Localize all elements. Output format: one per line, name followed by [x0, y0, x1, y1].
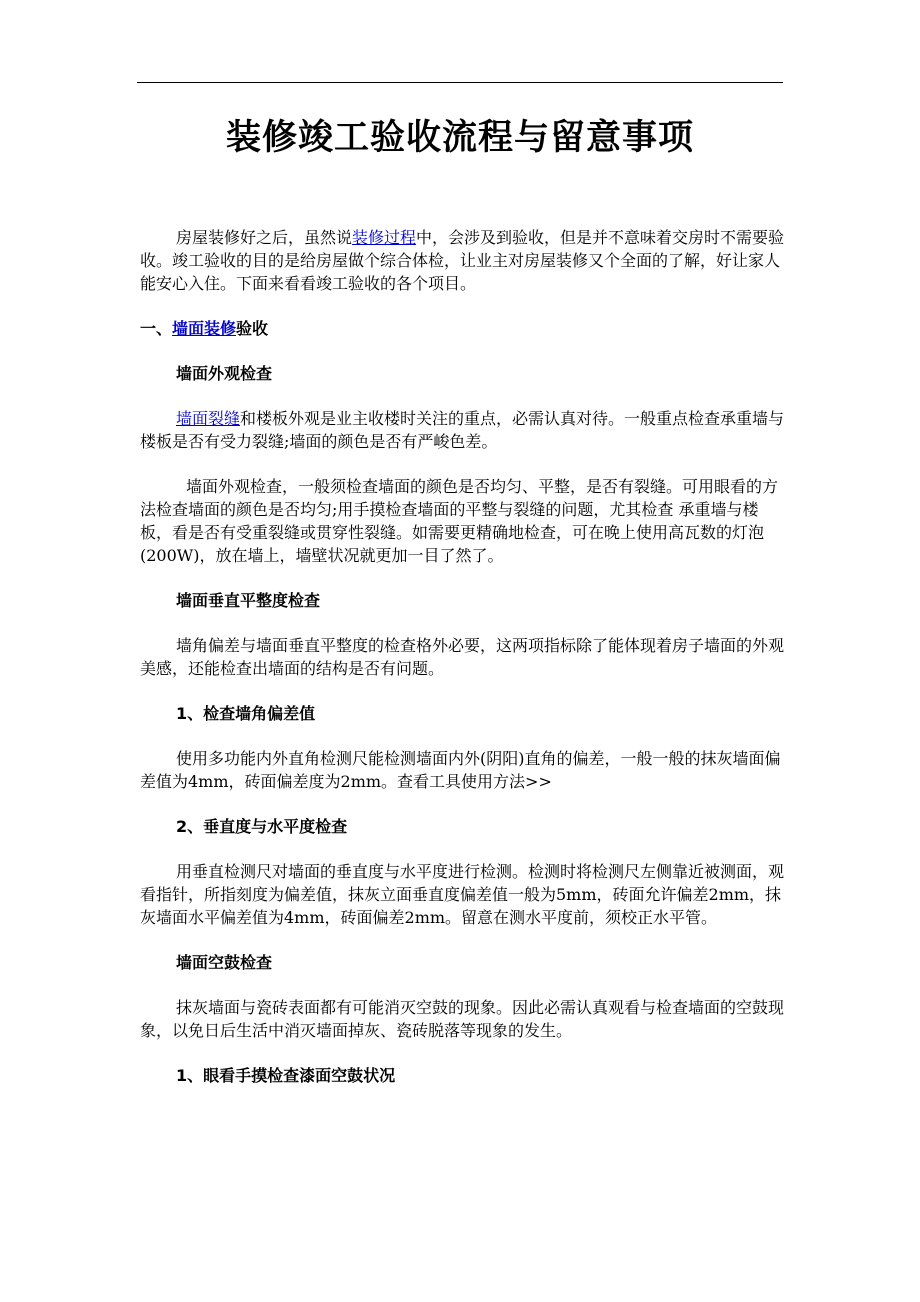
- page-title: 装修竣工验收流程与留意事项: [225, 117, 694, 158]
- appearance-paragraph-2: 墙面外观检查，一般须检查墙面的颜色是否均匀、平整，是否有裂缝。可用眼看的方法检查墙面的颜色是否均匀;用手摸检查墙面的平整与裂缝的问题，尤其检查 承重墙与楼板，看是否有受重裂缝或贯穿性裂缝。如需要更精确地检查，可在晚上使用高瓦数的灯泡(200W)，放在墙上，墙壁状况就更加一目了然了。: [140, 477, 779, 565]
- hollow-intro: 抹灰墙面与瓷砖表面都有可能消灭空鼓的现象。因此必需认真观看与检查墙面的空鼓现象，以免日后生活中消灭墙面掉灰、瓷砖脱落等现象的发生。: [140, 998, 785, 1040]
- subheading-verticality-check: 墙面垂直平整度检查: [176, 591, 321, 610]
- appearance-paragraph-1: 墙面裂缝和楼板外观是业主收楼时关注的重点，必需认真对待。一般重点检查承重墙与楼板是否有受力裂缝;墙面的颜色是否有严峻色差。: [140, 409, 785, 451]
- subheading-hollow-check: 墙面空鼓检查: [176, 953, 273, 972]
- wall-decoration-link[interactable]: 墙面装修: [172, 319, 237, 338]
- header-rule: [137, 82, 783, 83]
- section-heading-wall-decoration: 一、墙面装修验收: [140, 319, 269, 338]
- corner-deviation-paragraph: 使用多功能内外直角检测尺能检测墙面内外(阴阳)直角的偏差，一般一般的抹灰墙面偏差值为4mm，砖面偏差度为2mm。查看工具使用方法>>: [140, 749, 781, 791]
- item-heading-paint-hollow: 1、眼看手摸检查漆面空鼓状况: [176, 1066, 396, 1085]
- decoration-process-link[interactable]: 装修过程: [352, 228, 417, 247]
- vertical-horizontal-paragraph: 用垂直检测尺对墙面的垂直度与水平度进行检测。检测时将检测尺左侧靠近被测面，观看指针，所指刻度为偏差值，抹灰立面垂直度偏差值一般为5mm，砖面允许偏差2mm，抹灰墙面水平偏差值为4mm，砖面偏差2mm。留意在测水平度前，须校正水平管。: [140, 862, 785, 927]
- wall-crack-link[interactable]: 墙面裂缝: [176, 409, 241, 428]
- verticality-intro: 墙角偏差与墙面垂直平整度的检查格外必要，这两项指标除了能体现着房子墙面的外观美感，还能检查出墙面的结构是否有问题。: [140, 636, 785, 678]
- subheading-appearance-check: 墙面外观检查: [176, 364, 273, 383]
- item-heading-corner-deviation: 1、检查墙角偏差值: [176, 704, 316, 723]
- item-heading-vertical-horizontal: 2、垂直度与水平度检查: [176, 817, 348, 836]
- document-body: [140, 226, 786, 1109]
- intro-paragraph: 房屋装修好之后，虽然说装修过程中，会涉及到验收，但是并不意味着交房时不需要验收。竣工验收的目的是给房屋做个综合体检，让业主对房屋装修又个全面的了解，好让家人能安心入住。下面来看看竣工验收的各个项目。: [140, 228, 785, 293]
